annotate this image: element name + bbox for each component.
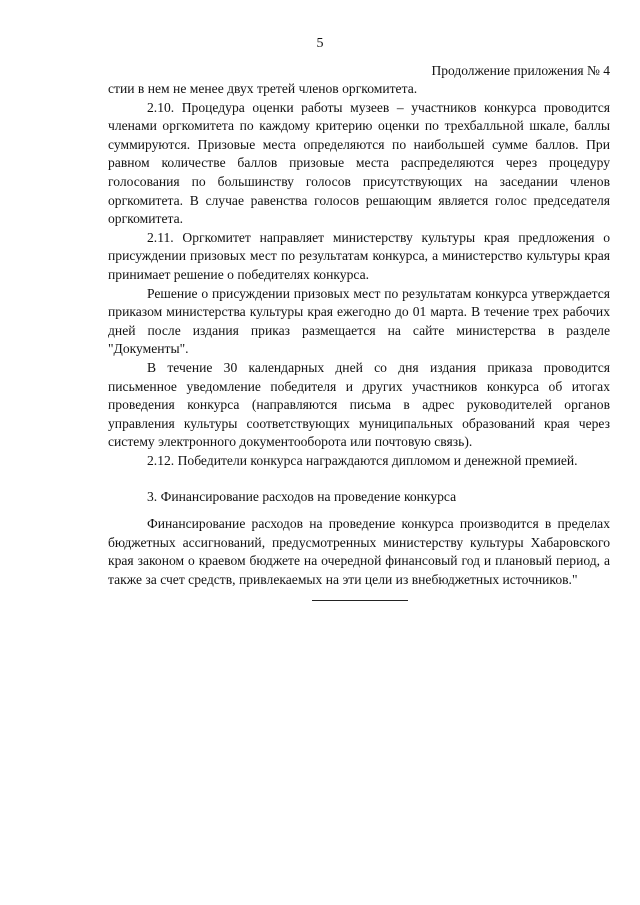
appendix-continuation-note: Продолжение приложения № 4: [431, 63, 610, 78]
section-3-heading: 3. Финансирование расходов на проведение конкурса: [147, 489, 457, 505]
document-body: [108, 80, 610, 589]
end-of-document-rule: [312, 600, 408, 601]
paragraph-2-12: 2.12. Победители конкурса награждаются дипломом и денежной премией.: [147, 452, 578, 468]
paragraph-financing: Финансирование расходов на проведение конкурса производится в пределах бюджетных ассигнований, предусмотренных министерству культуры Хабаровского края законом о краевом бюджете на очередной финансовый год и плановый период, а также за счет средств, привлекаемых на эти цели из внебюджетных источников.": [108, 516, 610, 587]
paragraph-notification: В течение 30 календарных дней со дня издания приказа проводится письменное уведомление победителя и других участников конкурса об итогах проведения конкурса (направляются письма в адрес руководителей органов управления культуры соответствующих муниципальных образований края через систему электронного документооборота или почтовую связь).: [108, 359, 610, 450]
paragraph-2-10: 2.10. Процедура оценки работы музеев – участников конкурса проводится членами оргкомитета по каждому критерию оценки по трехбалльной шкале, баллы суммируются. Призовые места определяются по наибольшей сумме баллов. При равном количестве баллов призовые места распределяются через процедуру голосования по большинству голосов присутствующих на заседании членов оргкомитета. В случае равенства голосов решающим является голос председателя оргкомитета.: [108, 99, 610, 227]
paragraph-2-11: 2.11. Оргкомитет направляет министерству культуры края предложения о присуждении призовых мест по результатам конкурса, а министерство культуры края принимает решение о победителях конкурса.: [108, 229, 610, 282]
paragraph-continuation: стии в нем не менее двух третей членов оргкомитета.: [108, 81, 418, 96]
paragraph-decision: Решение о присуждении призовых мест по результатам конкурса утверждается приказом министерства культуры края ежегодно до 01 марта. В течение трех рабочих дней после издания приказ размещается на сайте министерства в разделе "Документы".: [108, 285, 610, 357]
page-number: 5: [316, 36, 324, 51]
